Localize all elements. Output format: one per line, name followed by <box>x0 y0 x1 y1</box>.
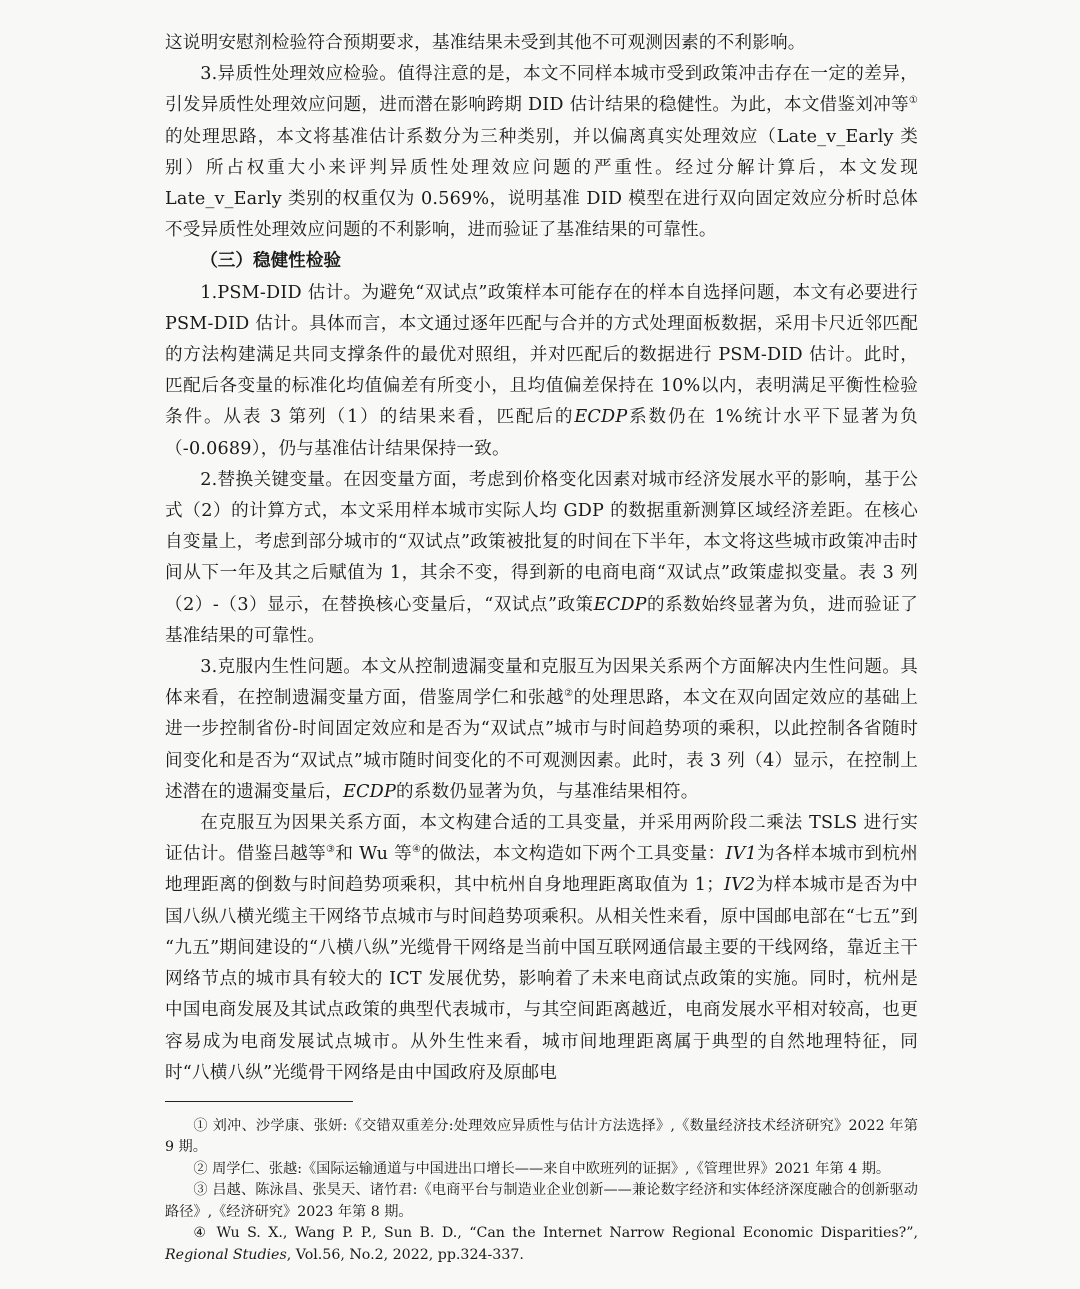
footnote-ref-3[interactable]: ③ <box>326 844 336 856</box>
footnote-ref-1[interactable]: ① <box>908 95 918 107</box>
footnote-divider <box>165 1101 353 1102</box>
footnote-4: ④ Wu S. X., Wang P. P., Sun B. D., “Can the Internet Narrow Regional Economic Disparities?”, Regional Studies, Vol.56, No.2, 2022, pp.324-337. <box>165 1225 918 1263</box>
body-text <box>165 28 918 1089</box>
paragraph-psm-did: 1.PSM-DID 估计。为避免“双试点”政策样本可能存在的样本自选择问题，本文有必要进行 PSM-DID 估计。具体而言，本文通过逐年匹配与合并的方式处理面板数据，采用卡尺近邻匹配的方法构建满足共同支撑条件的最优对照组，并对匹配后的数据进行 PSM-DID 估计。此时，匹配后各变量的标准化均值偏差有所变小，且均值偏差保持在 10%以内，表明满足平衡性检验条件。从表 3 第列（1）的结果来看，匹配后的ECDP系数仍在 1%统计水平下显著为负（-0.0689），仍与基准估计结果保持一致。 <box>165 282 918 459</box>
variable-ecdp: ECDP <box>574 407 628 428</box>
variable-iv2: IV2 <box>723 875 756 896</box>
paragraph-replace-variables: 2.替换关键变量。在因变量方面，考虑到价格变化因素对城市经济发展水平的影响，基于公式（2）的计算方式，本文采用样本城市实际人均 GDP 的数据重新测算区域经济差距。在核心自变量上，考虑到部分城市的“双试点”政策被批复的时间在下半年，本文将这些城市政策冲击时间从下一年及其之后赋值为 1，其余不变，得到新的电商电商“双试点”政策虚拟变量。表 3 列（2）-（3）显示，在替换核心变量后，“双试点”政策ECDP的系数始终显著为负，进而验证了基准结果的可靠性。 <box>165 469 918 646</box>
section-heading-robustness: （三）稳健性检验 <box>200 251 341 272</box>
footnote-ref-4[interactable]: ④ <box>412 844 422 856</box>
footnote-ref-2[interactable]: ② <box>564 688 574 700</box>
variable-iv1: IV1 <box>725 844 757 865</box>
paragraph-heterogeneity: 3.异质性处理效应检验。值得注意的是，本文不同样本城市受到政策冲击存在一定的差异，引发异质性处理效应问题，进而潜在影响跨期 DID 估计结果的稳健性。为此，本文借鉴刘冲等①的处理思路，本文将基准估计系数分为三种类别，并以偏离真实处理效应（Late_v_Early 类别）所占权重大小来评判异质性处理效应问题的严重性。经过分解计算后，本文发现 Late_v_Early 类别的权重仅为 0.569%，说明基准 DID 模型在进行双向固定效应分析时总体不受异质性处理效应问题的不利影响，进而验证了基准结果的可靠性。 <box>165 64 918 241</box>
footnote-1: ① 刘冲、沙学康、张妍:《交错双重差分:处理效应异质性与估计方法选择》,《数量经济技术经济研究》2022 年第 9 期。 <box>165 1117 918 1156</box>
paragraph-instrumental-variables: 在克服互为因果关系方面，本文构建合适的工具变量，并采用两阶段二乘法 TSLS 进行实证估计。借鉴吕越等③和 Wu 等④的做法，本文构造如下两个工具变量：IV1为各样本城市到杭州地理距离的倒数与时间趋势项乘积，其中杭州自身地理距离取值为 1；IV2为样本城市是否为中国八纵八横光缆主干网络节点城市与时间趋势项乘积。从相关性来看，原中国邮电部在“七五”到 “九五”期间建设的“八横八纵”光缆骨干网络是当前中国互联网通信最主要的干线网络，靠近主干网络节点的城市具有较大的 ICT 发展优势，影响着了未来电商试点政策的实施。同时，杭州是中国电商发展及其试点政策的典型代表城市，与其空间距离越近，电商发展水平相对较高，也更容易成为电商发展试点城市。从外生性来看，城市间地理距离属于典型的自然地理特征，同时“八横八纵”光缆骨干网络是由中国政府及原邮电 <box>165 813 918 1083</box>
paragraph-endogeneity: 3.克服内生性问题。本文从控制遗漏变量和克服互为因果关系两个方面解决内生性问题。具体来看，在控制遗漏变量方面，借鉴周学仁和张越②的处理思路，本文在双向固定效应的基础上进一步控制省份-时间固定效应和是否为“双试点”城市与时间趋势项的乘积，以此控制各省随时间变化和是否为“双试点”城市随时间变化的不可观测因素。此时，表 3 列（4）显示，在控制上述潜在的遗漏变量后，ECDP的系数仍显著为负，与基准结果相符。 <box>165 657 918 802</box>
variable-ecdp: ECDP <box>342 781 397 802</box>
paragraph-placebo-conclusion: 这说明安慰剂检验符合预期要求，基准结果未受到其他不可观测因素的不利影响。 <box>165 33 806 53</box>
footnotes <box>165 1116 918 1267</box>
footnote-3: ③ 吕越、陈泳昌、张昊天、诸竹君:《电商平台与制造业企业创新——兼论数字经济和实体经济深度融合的创新驱动路径》,《经济研究》2023 年第 8 期。 <box>165 1182 918 1220</box>
variable-ecdp: ECDP <box>593 594 647 615</box>
footnote-2: ② 周学仁、张越:《国际运输通道与中国进出口增长——来自中欧班列的证据》,《管理世界》2021 年第 4 期。 <box>193 1160 891 1177</box>
journal-title: Regional Studies <box>165 1246 287 1263</box>
